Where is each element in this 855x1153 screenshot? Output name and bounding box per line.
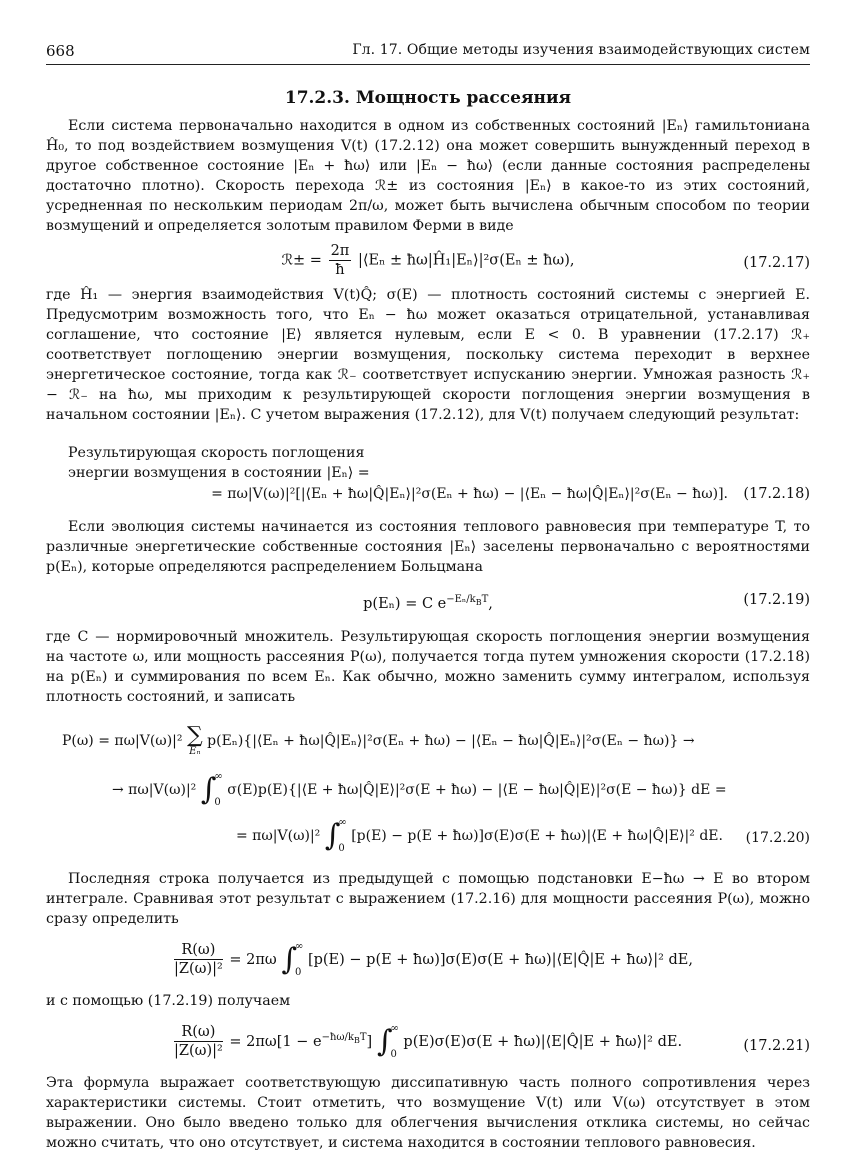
equation-number: (17.2.18) <box>743 486 810 502</box>
eq-fraction-numerator: R(ω) <box>174 941 223 960</box>
eq-rhs: p(E)σ(E)σ(E + ħω)|⟨E|Q̂|E + ħω⟩|² dE. <box>403 1033 683 1050</box>
eq-line-1-a: P(ω) = πω|V(ω)|² <box>62 732 183 749</box>
integral-sign: ∫ <box>281 941 297 977</box>
equation-unnumbered <box>46 941 810 979</box>
running-title: Гл. 17. Общие методы изучения взаимодействующих систем <box>352 42 810 58</box>
lower-limit: 0 <box>338 842 345 854</box>
eq-body: = πω|V(ω)|²[|⟨Eₙ + ħω|Q̂|Eₙ⟩|²σ(Eₙ + ħω) − |⟨Eₙ − ħω|Q̂|Eₙ⟩|²σ(Eₙ − ħω)]. <box>211 486 728 502</box>
integral-sign: ∫ <box>376 1023 393 1059</box>
equation-number: (17.2.17) <box>743 255 810 271</box>
eq-line-1 <box>46 722 810 765</box>
equation-number: (17.2.19) <box>743 592 810 608</box>
integral-limits <box>214 771 222 809</box>
upper-limit: ∞ <box>390 1022 399 1034</box>
eq-lhs: ℛ± = <box>281 252 322 269</box>
equation-17-2-21 <box>46 1023 810 1061</box>
eq-line-2-b: σ(E)p(E){|⟨E + ħω|Q̂|E⟩|²σ(E + ħω) − |⟨E − ħω|Q̂|E⟩|²σ(E − ħω)} dE = <box>227 781 727 798</box>
lower-limit: 0 <box>295 966 302 978</box>
eq-fraction-denominator: ħ <box>335 262 345 278</box>
integral-sign: ∫ <box>324 817 341 853</box>
eq-line-1-b: p(Eₙ){|⟨Eₙ + ħω|Q̂|Eₙ⟩|²σ(Eₙ + ħω) − |⟨Eₙ − ħω|Q̂|Eₙ⟩|²σ(Eₙ − ħω)} → <box>207 732 695 749</box>
page <box>46 40 810 1153</box>
eq-fraction-denominator: |Z(ω)|² <box>174 1043 223 1060</box>
integral-limits <box>338 817 346 855</box>
lower-limit: 0 <box>214 796 221 808</box>
paragraph-4: Если эволюция системы начинается из состояния теплового равновесия при температуре T, то различные энергетические собственные состояния |Eₙ⟩ заселены первоначально с вероятностями p(Eₙ), которые определяются распределением Больцмана <box>46 519 810 575</box>
integral-limits <box>390 1023 398 1061</box>
equation-17-2-17 <box>46 242 810 279</box>
sum-subscript: Eₙ <box>189 745 201 757</box>
eq-fraction <box>329 242 352 279</box>
running-header <box>46 40 810 62</box>
integral-limits <box>295 941 303 979</box>
integral-sign: ∫ <box>200 771 217 807</box>
equation-number: (17.2.21) <box>743 1037 810 1054</box>
eq-line-2-a: → πω|V(ω)|² <box>112 781 197 798</box>
eq-mid-a: = 2πω[1 − e <box>229 1033 322 1050</box>
paragraph-3-line-2: энергии возмущения в состоянии |Eₙ⟩ = <box>68 465 370 481</box>
eq-sum <box>186 722 203 757</box>
upper-limit: ∞ <box>338 816 347 828</box>
equation-17-2-20 <box>46 722 810 857</box>
eq-fraction-numerator: R(ω) <box>174 1023 223 1042</box>
eq-rhs: |⟨Eₙ ± ħω|Ĥ₁|Eₙ⟩|²σ(Eₙ ± ħω), <box>357 252 575 269</box>
equation-17-2-18 <box>46 483 810 505</box>
eq-line-2 <box>46 771 810 811</box>
upper-limit: ∞ <box>295 940 304 952</box>
paragraph-3-line-1: Результирующая скорость поглощения <box>68 445 365 461</box>
page-number: 668 <box>46 42 75 60</box>
eq-line-3-b: [p(E) − p(E + ħω)]σ(E)σ(E + ħω)|⟨E + ħω|Q̂|E⟩|² dE. <box>351 827 723 844</box>
lower-limit: 0 <box>390 1048 397 1060</box>
eq-mid: = 2πω <box>229 951 277 968</box>
upper-limit: ∞ <box>214 770 223 782</box>
eq-exponent-tail: T <box>359 1032 367 1043</box>
eq-fraction-denominator: |Z(ω)|² <box>174 961 223 978</box>
paragraph-7: и с помощью (17.2.19) получаем <box>46 992 291 1009</box>
eq-line-3-a: = πω|V(ω)|² <box>236 827 321 844</box>
eq-fraction <box>174 941 223 978</box>
paragraph-1: Если система первоначально находится в одном из собственных состояний |Eₙ⟩ гамильтониана Ĥ₀, то под воздействием возмущения V(t) (17.2.12) она может совершить вынужденный переход в другое собственное состояние |Eₙ + ħω⟩ или |Eₙ − ħω⟩ (если данные состояния распределены достаточно плотно). Скорость перехода ℛ± из состояния |Eₙ⟩ в какое-то из этих состояний, усредненная по нескольким периодам 2π/ω, может быть вычислена обычным способом по теории возмущений и определяется золотым правилом Ферми в виде <box>46 118 810 234</box>
section-title: 17.2.3. Мощность рассеяния <box>284 88 572 108</box>
equation-number: (17.2.20) <box>745 829 810 846</box>
eq-lhs: p(Eₙ) = C e <box>363 595 447 612</box>
paragraph-8: Эта формула выражает соответствующую диссипативную часть полного сопротивления через характеристики системы. Стоит отметить, что возмущение V(t) или V(ω) отсутствует в этом выражении. Оно было введено только для облегчения вычисления отклика системы, но сейчас можно считать, что оно отсутствует, и система находится в состоянии теплового равновесия. <box>46 1074 810 1151</box>
equation-17-2-19 <box>46 589 810 615</box>
eq-exponent: −Eₙ/k <box>446 594 476 605</box>
paragraph-5: где C — нормировочный множитель. Результирующая скорость поглощения энергии возмущения на частоте ω, или мощность рассеяния P(ω), получается тогда путем умножения скорости (17.2.18) на p(Eₙ) и суммирования по всем Eₙ. Как обычно, можно заменить сумму интегралом, используя плотность состояний, и записать <box>46 628 810 705</box>
eq-rhs: [p(E) − p(E + ħω)]σ(E)σ(E + ħω)|⟨E|Q̂|E + ħω⟩|² dE, <box>307 951 693 968</box>
eq-exponent: −ħω/k <box>321 1032 354 1043</box>
header-rule <box>46 64 810 65</box>
eq-tail: , <box>488 595 493 612</box>
eq-mid-b: ] <box>366 1033 373 1050</box>
paragraph-6: Последняя строка получается из предыдущей с помощью подстановки E−ħω → E во втором интеграле. Сравнивая этот результат с выражением (17.2.16) для мощности рассеяния P(ω), можно сразу определить <box>46 870 810 927</box>
eq-exponent-tail: T <box>481 594 489 605</box>
sum-sign: ∑ <box>186 722 203 748</box>
eq-fraction-numerator: 2π <box>330 243 350 259</box>
eq-fraction <box>174 1023 223 1060</box>
paragraph-2: где Ĥ₁ — энергия взаимодействия V(t)Q̂; σ(E) — плотность состояний системы с энергией E. Предусмотрим возможность того, что Eₙ − ħω может оказаться отрицательной, устанавливая соглашение, что состояние |E⟩ является нулевым, если E < 0. В уравнении (17.2.17) ℛ₊ соответствует поглощению энергии возмущения, поскольку система переходит в верхнее энергетическое состояние, тогда как ℛ₋ соответствует испусканию энергии. Умножая разность ℛ₊ − ℛ₋ на ħω, мы приходим к результирующей скорости поглощения энергии возмущения в начальном состоянии |Eₙ⟩. С учетом выражения (17.2.12), для V(t) получаем следующий результат: <box>46 287 810 423</box>
eq-exponent-sub: B <box>353 1036 360 1045</box>
eq-line-3 <box>46 817 810 857</box>
eq-exponent-sub: B <box>475 598 482 607</box>
